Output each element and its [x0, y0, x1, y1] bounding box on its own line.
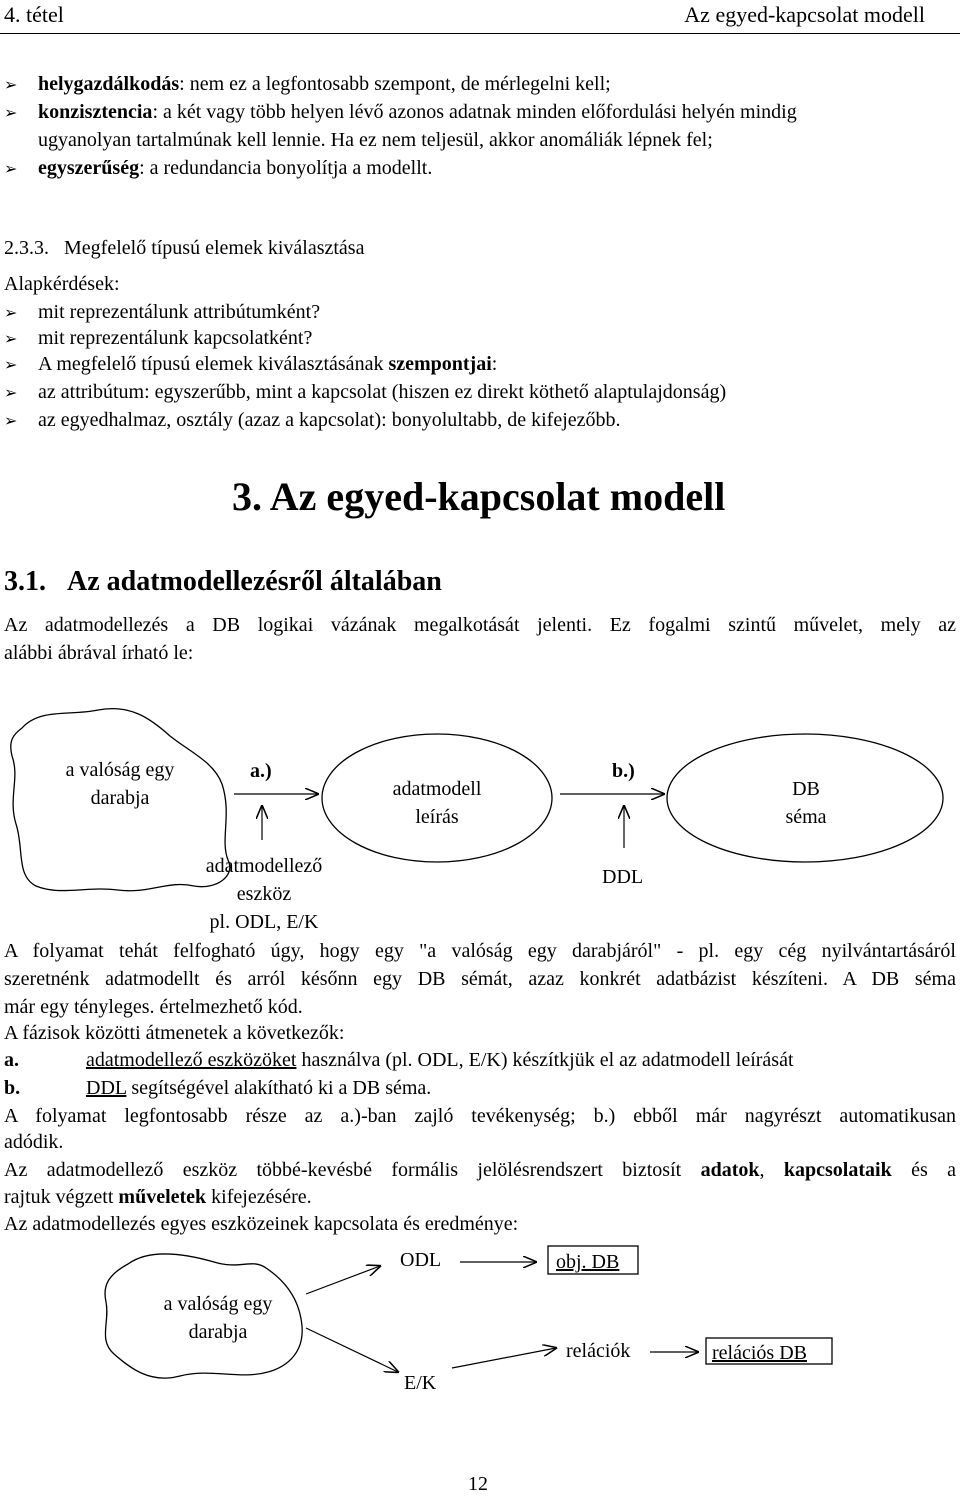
- alap-label: Alapkérdések:: [4, 273, 120, 295]
- relaciok-label: relációk: [566, 1340, 631, 1362]
- arrow-ek-relaciok: [452, 1348, 556, 1368]
- bullet-text: A megfelelő típusú elemek kiválasztásának: [38, 353, 389, 375]
- bullet-arrow-icon: ➢: [4, 413, 18, 430]
- bullet-item: [4, 98, 797, 128]
- bullet-term: egyszerűség: [38, 157, 140, 179]
- para-bold: kapcsolataik: [783, 1159, 892, 1181]
- ddl-label: DDL: [602, 866, 644, 888]
- paragraph-line: A folyamat legfontosabb része az a.)-ban zajló tevékenység; b.) ebből már nagyrészt automatikusan: [4, 1105, 956, 1127]
- intro-line: alábbi ábrával írható le:: [4, 642, 194, 664]
- paragraph-line: szeretnénk adatmodellt és arról későnn egy DB sémát, azaz konkrét adatbázist készíteni. A DB séma: [4, 968, 956, 990]
- bullet-term: konzisztencia: [38, 101, 153, 123]
- odl-label: ODL: [400, 1249, 442, 1271]
- subsection-heading: [4, 234, 364, 262]
- cloud-label-line: a valóság egy: [65, 759, 175, 781]
- step-text: segítségével alakítható ki a DB séma.: [126, 1077, 432, 1099]
- subsection-title: Megfelelő típusú elemek kiválasztása: [64, 237, 365, 259]
- bullet-item: [4, 406, 621, 436]
- header-chapter: 4. tétel: [4, 2, 64, 27]
- step-label: b.: [4, 1077, 21, 1099]
- ellipse1-line: adatmodell: [392, 778, 482, 800]
- paragraph-line: Az adatmodellezés egyes eszközeinek kapcsolata és eredménye:: [4, 1213, 519, 1235]
- step-label: a.: [4, 1049, 19, 1071]
- cloud2-label-line: a valóság egy: [163, 1293, 273, 1315]
- step-b-text: [86, 1074, 431, 1102]
- bullet-arrow-icon: ➢: [4, 357, 18, 374]
- step-a: [4, 1046, 19, 1074]
- relacios-db-label: relációs DB: [712, 1342, 807, 1364]
- label-b: b.): [612, 760, 635, 782]
- bullet-text: : a redundancia bonyolítja a modellt.: [139, 157, 433, 179]
- ellipse1-label: [377, 775, 497, 831]
- bullet-continuation: ugyanolyan tartalmúnak kell lennie. Ha ez nem teljesül, akkor anomáliák lépnek fel;: [38, 129, 713, 151]
- bullet-arrow-icon: ➢: [4, 161, 18, 178]
- bullet-arrow-icon: ➢: [4, 105, 18, 122]
- ellipse2-line: DB: [792, 778, 820, 800]
- arrow-to-odl: [306, 1266, 380, 1294]
- step-underlined: DDL: [86, 1077, 127, 1099]
- section-title: Az adatmodellezésről általában: [67, 566, 442, 597]
- bullet-arrow-icon: ➢: [4, 305, 18, 322]
- ellipse2-label: [756, 775, 856, 831]
- cloud-label-line: darabja: [90, 787, 150, 809]
- bullet-text: mit reprezentálunk attribútumként?: [38, 301, 321, 323]
- paragraph-line: [4, 1156, 956, 1184]
- tool-label: [186, 852, 342, 933]
- para-text: kifejezésére.: [206, 1186, 312, 1208]
- tool-label-line: eszköz: [236, 883, 292, 905]
- tool-label-line: pl. ODL, E/K: [209, 911, 319, 933]
- step-underlined: adatmodellező eszközöket: [86, 1049, 297, 1071]
- step-b: [4, 1074, 20, 1102]
- paragraph-line: [4, 1183, 312, 1211]
- bullet-item: [4, 378, 726, 408]
- bullet-arrow-icon: ➢: [4, 385, 18, 402]
- bullet-text: az attribútum: egyszerűbb, mint a kapcsolat (hiszen ez direkt köthető alaptulajdonság): [38, 381, 727, 403]
- chapter-title: 3. Az egyed-kapcsolat modell: [232, 474, 726, 519]
- cloud2-label-line: darabja: [188, 1321, 248, 1343]
- cloud-label: [36, 756, 204, 812]
- bullet-text: : a két vagy több helyen lévő azonos adatnak minden előfordulási helyén mindig: [152, 101, 797, 123]
- header-title: Az egyed-kapcsolat modell: [684, 2, 925, 27]
- label-a: a.): [250, 760, 272, 782]
- para-text: Az adatmodellező eszköz többé-kevésbé formális jelölésrendszert biztosít: [4, 1159, 701, 1181]
- section-heading: [4, 566, 442, 598]
- bullet-item: [4, 154, 432, 184]
- diagram-tools: [0, 1240, 960, 1420]
- bullet-text: :: [491, 353, 498, 375]
- ellipse1-line: leírás: [415, 806, 459, 828]
- para-text: rajtuk végzett: [4, 1186, 119, 1208]
- bullet-text: mit reprezentálunk kapcsolatként?: [38, 327, 313, 349]
- para-text: ,: [759, 1159, 784, 1181]
- step-a-text: [86, 1046, 794, 1074]
- ellipse2-line: séma: [785, 806, 827, 828]
- obj-db-label: obj. DB: [556, 1251, 620, 1273]
- cloud2-label: [148, 1290, 288, 1346]
- tool-label-line: adatmodellező: [205, 855, 323, 877]
- page-number: 12: [468, 1473, 488, 1495]
- header-rule: [0, 33, 960, 34]
- para-bold: adatok: [700, 1159, 760, 1181]
- intro-line: Az adatmodellezés a DB logikai vázának megalkotását jelenti. Ez fogalmi szintű művelet, mely az: [4, 614, 956, 636]
- paragraph-line: adódik.: [4, 1131, 64, 1153]
- bullet-term: helygazdálkodás: [38, 73, 180, 95]
- bullet-text: : nem ez a legfontosabb szempont, de mérlegelni kell;: [179, 73, 611, 95]
- paragraph-line: A folyamat tehát felfogható úgy, hogy egy "a valóság egy darabjáról" - pl. egy cég nyilvántartásáról: [4, 940, 956, 962]
- bullet-item: [4, 350, 497, 380]
- ek-label: E/K: [404, 1372, 437, 1394]
- bullet-arrow-icon: ➢: [4, 331, 18, 348]
- para-bold: műveletek: [118, 1186, 207, 1208]
- bullet-term: szempontjai: [388, 353, 492, 375]
- bullet-arrow-icon: ➢: [4, 77, 18, 94]
- step-text: használva (pl. ODL, E/K) készítkjük el az adatmodell leírását: [296, 1049, 794, 1071]
- section-number: 3.1.: [4, 566, 46, 597]
- subsection-number: 2.3.3.: [4, 237, 49, 259]
- paragraph-line: A fázisok közötti átmenetek a következők:: [4, 1022, 345, 1044]
- bullet-text: az egyedhalmaz, osztály (azaz a kapcsolat): bonyolultabb, de kifejezőbb.: [38, 409, 621, 431]
- para-text: és a: [891, 1159, 957, 1181]
- arrow-to-ek: [306, 1328, 398, 1372]
- bullet-item: [4, 70, 611, 100]
- paragraph-line: már egy tényleges. értelmezhető kód.: [4, 996, 303, 1018]
